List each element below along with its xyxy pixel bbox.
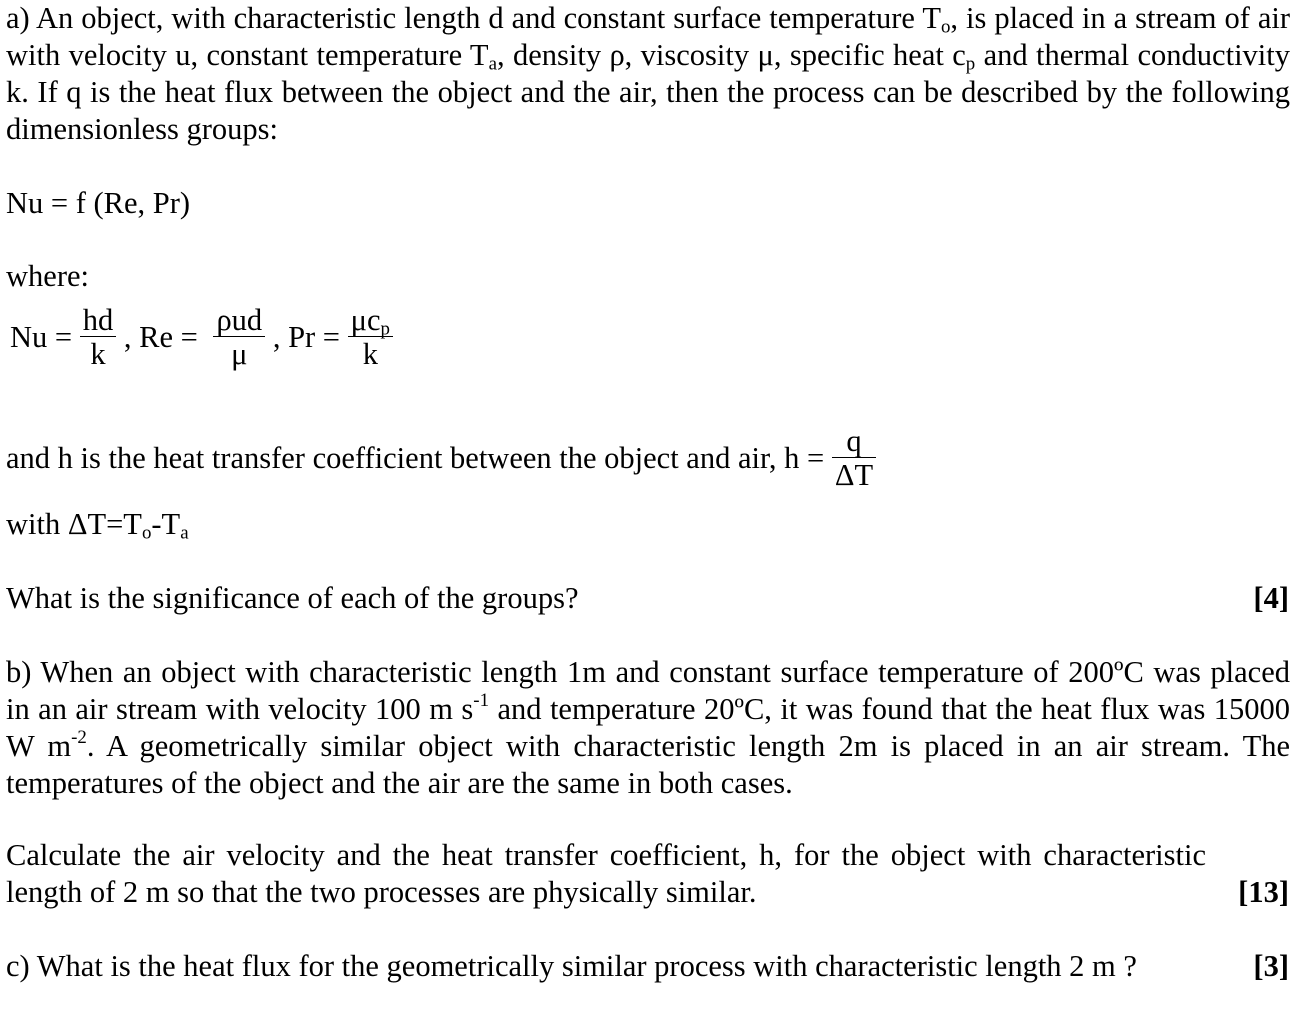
part-b-calculate: Calculate the air velocity and the heat transfer coefficient, h, for the object with characteristic length of 2 m so that the two processes are physically similar. xyxy=(6,838,1206,909)
h-definition xyxy=(6,425,876,492)
part-b-marks: [13] xyxy=(1238,875,1289,909)
pr-label: , Pr = xyxy=(272,320,341,354)
re-label: , Re = xyxy=(123,320,198,354)
h-definition-text: and h is the heat transfer coefficient between the object and air, h = xyxy=(6,441,825,475)
part-b-text-1: b) When an object with characteristic length 1m and constant surface temperature of 200ºC was placed in an air stream with velocity 100 m s xyxy=(6,655,1290,726)
delta-t-subscript-o: o xyxy=(141,522,152,544)
part-b-text-3: . A geometrically similar object with characteristic length 2m is placed in an air stream. The temperatures of the object and the air are the same in both cases. xyxy=(6,729,1291,800)
h-numerator: q xyxy=(832,425,876,458)
subscript-p: p xyxy=(965,53,976,75)
delta-t-definition xyxy=(6,506,189,543)
part-a-line2c: and thermal xyxy=(975,38,1130,72)
h-denominator: ΔT xyxy=(834,458,874,492)
pr-numerator-text: μc xyxy=(350,303,381,337)
re-fraction xyxy=(213,304,265,371)
delta-t-subscript-a: a xyxy=(180,522,189,544)
part-a-line2a: of air with velocity u, constant temperature T xyxy=(6,1,1290,72)
re-denominator: μ xyxy=(231,337,248,371)
dimensionless-groups xyxy=(10,304,393,371)
superscript-minus-1: -1 xyxy=(473,689,490,711)
part-a-line1: a) An object, with characteristic length d and constant surface temperature T xyxy=(6,1,941,35)
pr-fraction xyxy=(348,304,393,371)
superscript-minus-2: -2 xyxy=(71,726,87,748)
delta-t-mid: -T xyxy=(151,507,181,541)
part-b-paragraph-1 xyxy=(6,654,1290,802)
part-a-intro xyxy=(6,0,1290,148)
part-a-line2b: , density ρ, viscosity μ, specific heat c xyxy=(496,38,966,72)
part-a-question: What is the significance of each of the groups? xyxy=(6,581,579,615)
subscript-o: o xyxy=(940,16,951,38)
nu-numerator: hd xyxy=(80,304,117,337)
part-a-line1-end: , is placed in a stream xyxy=(950,1,1217,35)
pr-denominator: k xyxy=(362,337,378,371)
part-c-question: c) What is the heat flux for the geometrically similar process with characteristic length 2 m ? xyxy=(6,949,1137,983)
relation-equation: Nu = f (Re, Pr) xyxy=(6,186,191,220)
pr-numerator-subscript: p xyxy=(380,318,390,340)
delta-t-text: with ΔT=T xyxy=(6,507,142,541)
re-numerator: ρud xyxy=(213,304,265,337)
part-a-line4: by the following dimensionless groups: xyxy=(6,75,1290,146)
part-c-marks: [3] xyxy=(1253,949,1289,983)
where-label: where: xyxy=(6,259,89,293)
part-a-marks: [4] xyxy=(1253,581,1289,615)
subscript-a: a xyxy=(488,53,497,75)
part-b-text-2: and temperature 20ºC, it was found that the heat flux was 15000 W m xyxy=(6,692,1290,763)
nu-fraction xyxy=(80,304,117,371)
pr-numerator xyxy=(348,303,393,340)
part-a-line3: conductivity k. If q is the heat flux between the object and the air, then the process can be described xyxy=(6,38,1290,109)
nu-label: Nu = xyxy=(10,320,73,354)
nu-denominator: k xyxy=(90,337,106,371)
h-fraction xyxy=(832,425,876,492)
part-b-paragraph-2 xyxy=(6,837,1206,911)
